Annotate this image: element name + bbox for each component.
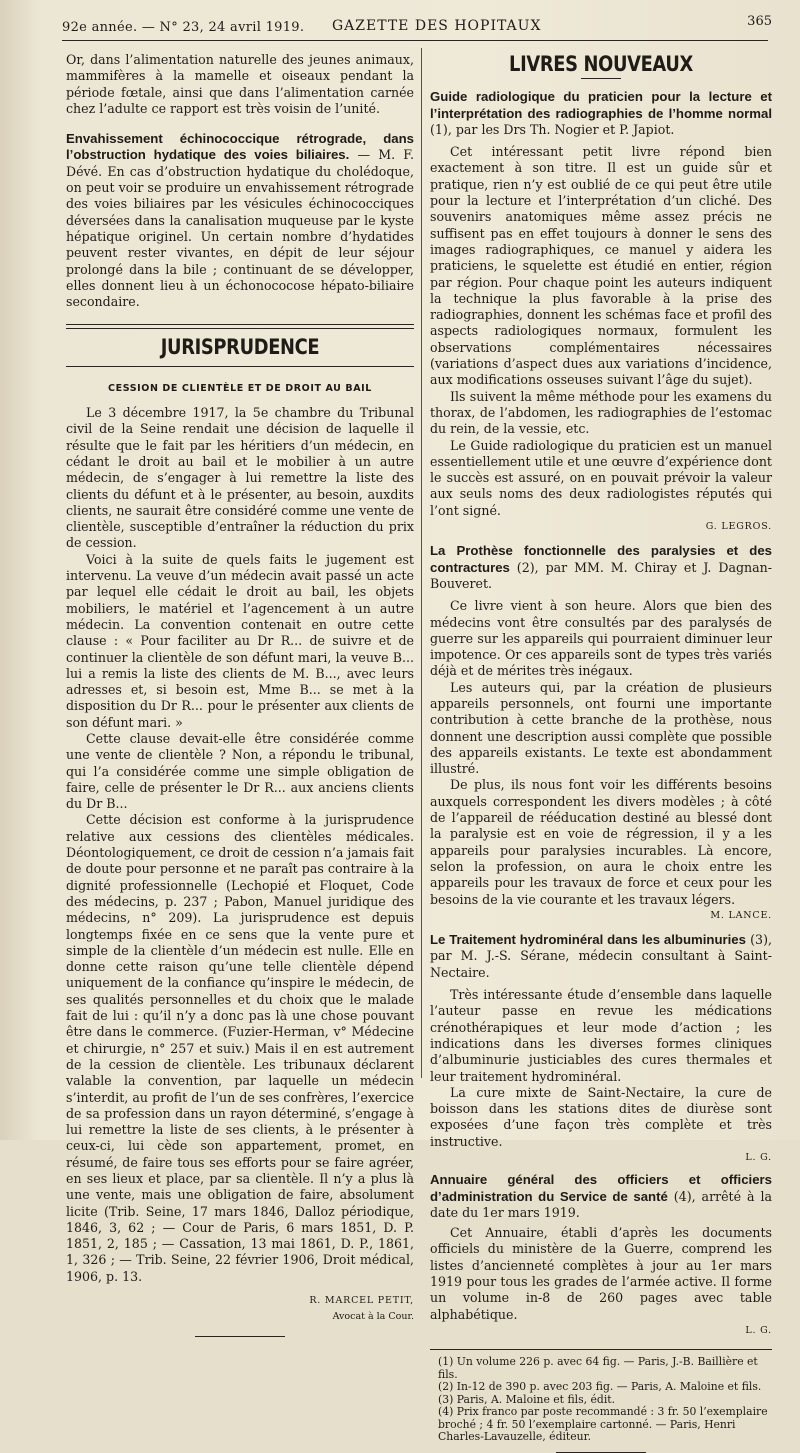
- end-ornament: [195, 1336, 285, 1337]
- review-paragraph: Ce livre vient à son heure. Alors que bien des médecins vont être consultés par des paralysés de guerre sur les appareils qui pourraient diminuer leur impotence. Or ces appareils sont de types très variés déjà et de mérites très inégaux.: [430, 598, 772, 679]
- article-title: Envahissement échinococcique rétrograde, dans l’obstruction hydatique des voies biliaires.: [66, 131, 414, 163]
- footnote-rule: [430, 1349, 772, 1350]
- review-paragraph: Les auteurs qui, par la création de plusieurs appareils personnels, ont fourni une importante contribution à cette branche de la prothèse, nous donnent une description aussi complète que possible des appareils existants. Le texte est abondamment illustré.: [430, 679, 772, 777]
- review-heading: [430, 89, 772, 138]
- footnote: (2) In-12 de 390 p. avec 203 fig. — Paris, A. Maloine et fils.: [438, 1380, 762, 1394]
- left-column: [66, 52, 414, 1337]
- section-rule-bottom: [66, 366, 414, 367]
- article-devé: [66, 131, 414, 310]
- review-title: Annuaire général des officiers et officiers d’administration du Service de santé: [430, 1172, 772, 1204]
- running-header: [62, 12, 772, 40]
- review-note: (3), par M. J.-S. Sérane, médecin consultant à Saint-Nectaire.: [430, 932, 772, 980]
- page-number: 365: [747, 14, 772, 29]
- review-note: (4), arrêté à la date du 1er mars 1919.: [430, 1188, 772, 1220]
- review-paragraph: Le Guide radiologique du praticien est un manuel essentiellement utile et une œuvre d’expérience dont le succès est assuré, on en pouvait prévoir la valeur aux seuls noms des deux radiologistes réputés qui l’ont signé.: [430, 437, 772, 518]
- review-title: Le Traitement hydrominéral dans les albuminuries: [430, 932, 746, 948]
- intro-paragraph: Or, dans l’alimentation naturelle des jeunes animaux, mammifères à la mamelle et oiseaux pendant la période fœtale, ainsi que dans l’alimentation carnée chez l’adulte ce rapport est très voisin de l’unité.: [66, 52, 414, 116]
- review-heading: [430, 932, 772, 981]
- paragraph: Le 3 décembre 1917, la 5e chambre du Tribunal civil de la Seine rendait une décision de laquelle il résulte que le fait par les héritiers d’un médecin, en cédant le droit au bail et le mobilier à un autre médecin, de s’engager à lui remettre la liste des clients du défunt et à le présenter, au besoin, auxdits clients, ne saurait être considéré comme une vente de clientèle, susceptible d’entraîner la réduction du prix de cession.: [66, 405, 414, 551]
- review-paragraph: De plus, ils nous font voir les différents besoins auxquels correspondent les divers modèles ; à côté de l’appareil de rééducation destiné au blessé dont la paralysie est en voie de régression, il y a les appareils pour paralysies incurables. Là encore, selon la profession, on aura le choix entre les appareils pour les travaux de force et ceux pour les besoins de la vie courante et les travaux légers.: [430, 777, 772, 907]
- section-title-jurisprudence: JURISPRUDENCE: [160, 335, 320, 360]
- review-heading: [430, 1172, 772, 1221]
- paragraph: Cette clause devait-elle être considérée comme une vente de clientèle ? Non, a répondu le tribunal, qui l’a considérée comme une simple obligation de faire, celle de présenter le Dr R... aux anciens clients du Dr B...: [66, 730, 414, 812]
- review-paragraph: Ils suivent la même méthode pour les examens du thorax, de l’abdomen, les radiographies de l’estomac du rein, de la vessie, etc.: [430, 388, 772, 437]
- review-signature: L. G.: [745, 1152, 772, 1163]
- column-divider: [421, 48, 422, 1078]
- footnote: (1) Un volume 226 p. avec 64 fig. — Paris, J.-B. Baillière et fils.: [438, 1355, 758, 1381]
- review-paragraph: Cet intéressant petit livre répond bien exactement à son titre. Il est un guide sûr et pratique, rien n’y est oublié de ce qui peut être utile pour la lecture et l’interprétation d’un cliché. Des souvenirs anatomiques même assez précis ne suffisent pas en effet toujours à donner le sens des images radiographiques, ce manuel y aidera les praticiens, le squelette est étudié en entier, région par région. Pour chaque point les auteurs indiquent la technique la plus favorable à la prise des radiographies, donnent les schémas face et profil des aspects radiologiques normaux, formulent les observations complémentaires nécessaires (variations d’aspect dues aux variations d’incidence, aux modifications osseuses suivant l’âge du sujet).: [430, 144, 772, 388]
- review-note: (1), par les Drs Th. Nogier et P. Japiot.: [430, 121, 675, 137]
- review-paragraph: Très intéressante étude d’ensemble dans laquelle l’auteur passe en revue les médications crénothérapiques et leur mode d’action ; les indications dans les diverses formes cliniques d’albuminurie justiciables des cures thermales et leur traitement hydrominéral.: [430, 987, 772, 1084]
- review-note: (2), par MM. M. Chiray et J. Dagnan-Bouveret.: [430, 559, 772, 591]
- review-title: La Prothèse fonctionnelle des paralysies et des contractures: [430, 543, 772, 575]
- review-signature: G. LEGROS.: [705, 521, 772, 533]
- article-text: — M. F. Dévé. En cas d’obstruction hydatique du cholédoque, on peut voir se produire un envahissement rétrograde des voies biliaires par les vésicules échinococciques déversées dans la canalisation muqueuse par le kyste hépatique originel. Un certain nombre d’hydatides peuvent rester vivantes, en dépit de leur séjour prolongé dans la bile ; continuant de se développer, elles donnent lieu à un échonococose hépato-biliaire secondaire.: [66, 147, 415, 310]
- footnote: (4) Prix franco par poste recommandé : 3 fr. 50 l’exemplaire broché ; 4 fr. 50 l’exemplaire cartonné. — Paris, Henri Charles-Lavauzelle, éditeur.: [438, 1405, 768, 1444]
- issue-info: 92e année. — N° 23, 24 avril 1919.: [62, 20, 305, 35]
- signature-title: Avocat à la Cour.: [332, 1311, 414, 1323]
- review-heading: [430, 543, 772, 592]
- footnotes: [430, 1356, 772, 1444]
- review-signature: L. G.: [745, 1324, 772, 1336]
- right-column: [430, 52, 772, 1453]
- journal-title: GAZETTE DES HOPITAUX: [332, 18, 542, 34]
- sub-heading: CESSION DE CLIENTÈLE ET DE DROIT AU BAIL: [108, 382, 372, 394]
- review-paragraph: La cure mixte de Saint-Nectaire, la cure de boisson dans les stations dites de diurèse sont exposées d’une façon très complète et très instructive.: [430, 1084, 772, 1149]
- signature-name: R. MARCEL PETIT,: [309, 1295, 414, 1307]
- header-rule: [62, 40, 768, 41]
- footnote: (3) Paris, A. Maloine et fils, édit.: [438, 1392, 616, 1406]
- review-title: Guide radiologique du praticien pour la lecture et l’interprétation des radiographies de l’homme normal: [430, 89, 772, 121]
- section-title-livres: LIVRES NOUVEAUX: [509, 52, 693, 76]
- review-paragraph: Cet Annuaire, établi d’après les documents officiels du ministère de la Guerre, comprend les listes d’ancienneté complètes à jour au 1er mars 1919 pour tous les grades de l’armée active. Il forme un volume in-8 de 260 pages avec table alphabétique.: [430, 1225, 772, 1322]
- paragraph: Cette décision est conforme à la jurisprudence relative aux cessions des clientèles médicales. Déontologiquement, ce droit de cession n’a jamais fait de doute pour personne et ne paraît pas contraire à la dignité professionnelle (Lechopié et Floquet, Code des médecins, p. 237 ; Pabon, Manuel juridique des médecins, n° 209). La jurisprudence est depuis longtemps fixée en ce sens que la vente pure et simple de la clientèle d’un médecin est nulle. Elle en donne cette raison qu’une telle clientèle dépend uniquement de la confiance qu’inspire le médecin, de ses qualités personnelles et du choix que le malade fait de lui : qu’il n’y a donc pas là une chose pouvant être dans le commerce. (Fuzier-Herman, v° Médecine et chirurgie, n° 257 et suiv.) Mais il en est autrement de la cession de clientèle. Les tribunaux déclarent valable la convention, par laquelle un médecin s’interdit, au profit de l’un de ses confrères, l’exercice de sa profession dans un rayon déterminé, s’engage à lui remettre la liste de ses clients, à le présenter à ceux-ci, lui cède son appartement, promet, en résumé, de faire tous ses efforts pour se faire agréer, en ses lieux et place, par sa clientèle. Il n’y a plus là une vente, mais une obligation de faire, absolument licite (Trib. Seine, 17 mars 1846, Dalloz périodique, 1846, 3, 62 ; — Cour de Paris, 6 mars 1851, D. P. 1851, 2, 185 ; — Cassation, 13 mai 1861, D. P., 1861, 1, 326 ; — Trib. Seine, 22 février 1906, Droit médical, 1906, p. 13.: [66, 812, 414, 1284]
- review-signature: M. LANCE.: [710, 909, 772, 921]
- paragraph: Voici à la suite de quels faits le jugement est intervenu. La veuve d’un médecin avait passé un acte par lequel elle cédait le droit au bail, les objets mobiliers, le matériel et l’agencement à un autre médecin. La convention contenait en outre cette clause : « Pour faciliter au Dr R... de suivre et de continuer la clientèle de son défunt mari, la veuve B... lui a remis la liste des clients de M. B..., avec leurs adresses et, si besoin est, Mme B... se met à la disposition du Dr R... pour le présenter aux clients de son défunt mari. »: [66, 551, 414, 730]
- title-rule: [581, 78, 621, 79]
